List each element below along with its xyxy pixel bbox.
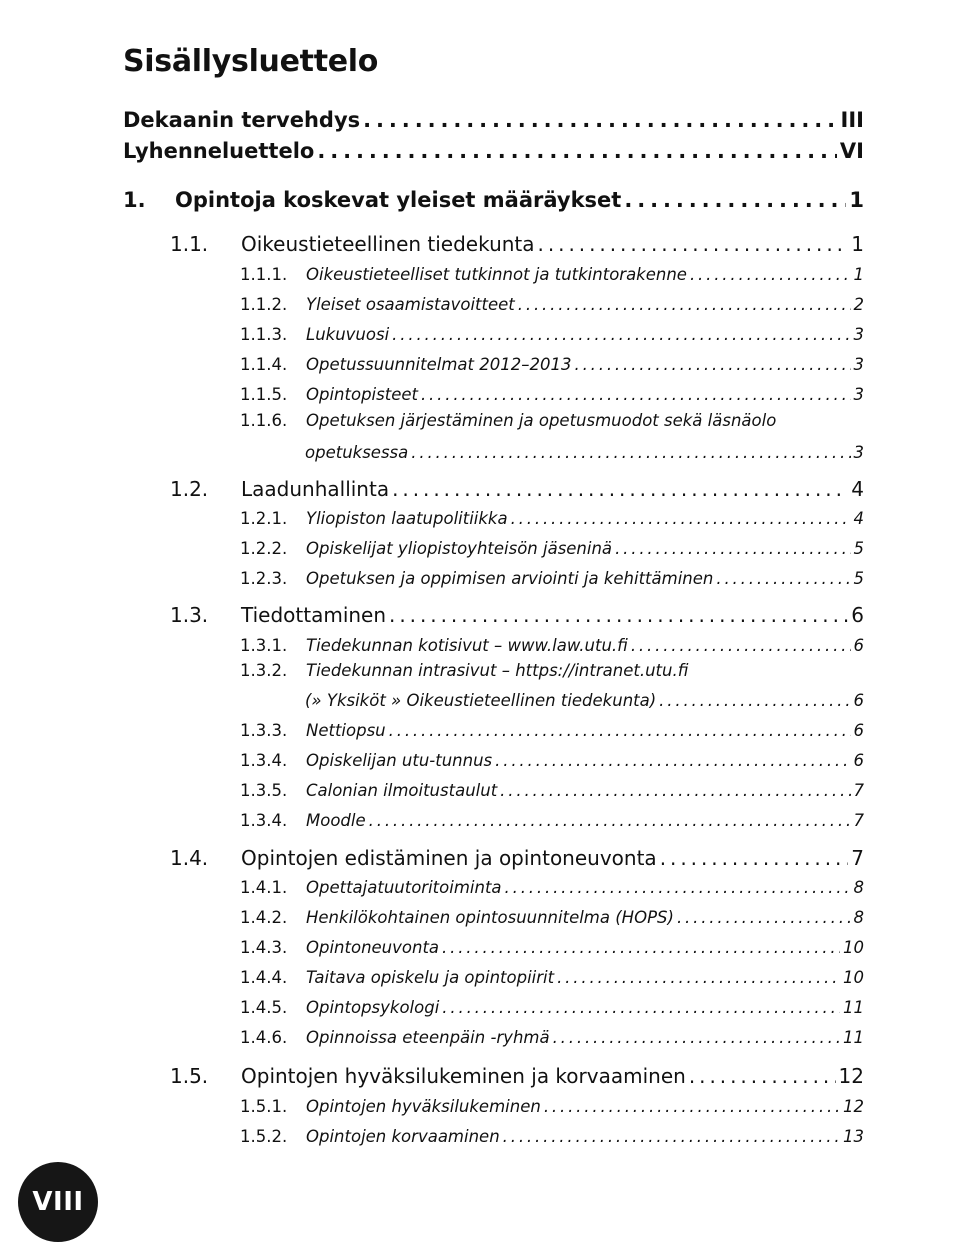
toc-label: Opettajatuutoritoiminta — [306, 878, 502, 897]
toc-label: Opintopsykologi — [306, 998, 440, 1017]
toc-page: 4 — [853, 509, 864, 528]
toc-entry-1-3-4-moodle[interactable] — [240, 811, 864, 830]
toc-page: 1 — [851, 232, 864, 256]
toc-label: (» Yksiköt » Oikeustieteellinen tiedekunta) — [305, 691, 657, 710]
toc-number: 1.1.4. — [240, 355, 288, 374]
leader-dots — [624, 188, 846, 212]
toc-page: 11 — [843, 1028, 864, 1047]
toc-page: 3 — [853, 385, 864, 404]
page-number-badge: VIII — [18, 1162, 98, 1242]
leader-dots — [505, 878, 851, 897]
toc-entry-1-5-1[interactable] — [240, 1097, 864, 1116]
leader-dots — [574, 355, 850, 374]
toc-entry-1-4-2[interactable] — [240, 908, 864, 927]
toc-page: 6 — [853, 691, 864, 710]
toc-number: 1.2. — [170, 477, 209, 501]
toc-number: 1.1.1. — [240, 265, 288, 284]
leader-dots — [631, 636, 851, 655]
toc-label: Opinnoissa eteenpäin -ryhmä — [306, 1028, 550, 1047]
toc-number: 1.3.1. — [240, 636, 288, 655]
toc-entry-1-4[interactable] — [170, 846, 864, 870]
leader-dots — [421, 385, 851, 404]
toc-label: Opiskelijan utu-tunnus — [306, 751, 493, 770]
toc-page: 7 — [853, 781, 864, 800]
toc-page: 1 — [853, 265, 864, 284]
toc-number: 1.3. — [170, 603, 209, 627]
toc-number: 1.4.4. — [240, 968, 288, 987]
toc-entry-1[interactable] — [123, 188, 864, 212]
toc-number: 1.3.4. — [240, 811, 288, 830]
toc-entry-1-2-2[interactable] — [240, 539, 864, 558]
leader-dots — [689, 1064, 836, 1088]
leader-dots — [553, 1028, 840, 1047]
toc-number: 1.4.5. — [240, 998, 288, 1017]
toc-number: 1.4. — [170, 846, 209, 870]
toc-label: Oikeustieteellinen tiedekunta — [241, 232, 535, 256]
toc-entry-1-5[interactable] — [170, 1064, 864, 1088]
leader-dots — [495, 751, 850, 770]
toc-number: 1.5. — [170, 1064, 209, 1088]
toc-page: 1 — [849, 188, 864, 212]
toc-entry-1-4-1[interactable] — [240, 878, 864, 897]
toc-label: Taitava opiskelu ja opintopiirit — [306, 968, 555, 987]
leader-dots — [690, 265, 851, 284]
toc-label: Lukuvuosi — [306, 325, 390, 344]
toc-number: 1.3.2. — [240, 661, 288, 680]
toc-number: 1. — [123, 188, 146, 212]
leader-dots — [369, 811, 851, 830]
leader-dots — [392, 325, 850, 344]
toc-label: Opetuksen ja oppimisen arviointi ja kehittäminen — [306, 569, 714, 588]
toc-number: 1.4.6. — [240, 1028, 288, 1047]
toc-entry-1-4-5[interactable] — [240, 998, 864, 1017]
toc-entry-1-1-1[interactable] — [240, 265, 864, 284]
leader-dots — [442, 998, 840, 1017]
toc-page: 8 — [853, 878, 864, 897]
toc-number: 1.2.2. — [240, 539, 288, 558]
toc-label: Tiedekunnan intrasivut – https://intranet.utu.fi — [306, 661, 689, 680]
toc-label: Tiedottaminen — [241, 603, 387, 627]
toc-number: 1.1.3. — [240, 325, 288, 344]
toc-page: III — [840, 108, 864, 132]
toc-label: Opetussuunnitelmat 2012–2013 — [306, 355, 572, 374]
toc-number: 1.1.2. — [240, 295, 288, 314]
toc-label: opetuksessa — [305, 443, 409, 462]
leader-dots — [503, 1127, 840, 1146]
toc-page: 6 — [853, 636, 864, 655]
toc-entry-1-3-4[interactable] — [240, 751, 864, 770]
leader-dots — [544, 1097, 840, 1116]
toc-entry-1-3-2-cont[interactable] — [305, 691, 864, 710]
toc-label: Opintojen edistäminen ja opintoneuvonta — [241, 846, 657, 870]
leader-dots — [500, 781, 850, 800]
toc-number: 1.2.3. — [240, 569, 288, 588]
toc-page: 3 — [853, 325, 864, 344]
page-title: Sisällysluettelo — [123, 44, 379, 79]
toc-label: Lyhenneluettelo — [123, 139, 315, 163]
leader-dots — [518, 295, 851, 314]
toc-page: 7 — [851, 846, 864, 870]
toc-number: 1.3.3. — [240, 721, 288, 740]
toc-number: 1.1. — [170, 232, 209, 256]
toc-entry-lyhenne[interactable] — [123, 139, 864, 163]
toc-entry-dekaani[interactable] — [123, 108, 864, 132]
toc-label: Dekaanin tervehdys — [123, 108, 361, 132]
toc-entry-1-1-6-cont[interactable] — [305, 443, 864, 462]
toc-number: 1.5.1. — [240, 1097, 288, 1116]
toc-number: 1.4.3. — [240, 938, 288, 957]
toc-page: 11 — [843, 998, 864, 1017]
leader-dots — [716, 569, 850, 588]
leader-dots — [511, 509, 851, 528]
toc-page: 12 — [843, 1097, 864, 1116]
toc-entry-1-1-6[interactable] — [240, 411, 776, 430]
toc-entry-1-1-2[interactable] — [240, 295, 864, 314]
toc-label: Moodle — [306, 811, 366, 830]
toc-entry-1-2-3[interactable] — [240, 569, 864, 588]
leader-dots — [389, 603, 848, 627]
leader-dots — [411, 443, 850, 462]
toc-page: 5 — [853, 539, 864, 558]
toc-entry-1-1[interactable] — [170, 232, 864, 256]
leader-dots — [660, 846, 849, 870]
leader-dots — [392, 477, 848, 501]
toc-number: 1.4.1. — [240, 878, 288, 897]
toc-label: Opetuksen järjestäminen ja opetusmuodot sekä läsnäolo — [306, 411, 777, 430]
toc-entry-1-4-3[interactable] — [240, 938, 864, 957]
leader-dots — [557, 968, 840, 987]
toc-page: 2 — [853, 295, 864, 314]
toc-label: Calonian ilmoitustaulut — [306, 781, 498, 800]
toc-entry-1-4-6[interactable] — [240, 1028, 864, 1047]
toc-label: Yleiset osaamistavoitteet — [306, 295, 515, 314]
toc-entry-1-1-5[interactable] — [240, 385, 864, 404]
toc-label: Opintopisteet — [306, 385, 418, 404]
toc-label: Opintoneuvonta — [306, 938, 440, 957]
toc-page: 7 — [853, 811, 864, 830]
toc-label: Opintojen korvaaminen — [306, 1127, 500, 1146]
toc-entry-1-3-5[interactable] — [240, 781, 864, 800]
toc-label: Opintojen hyväksilukeminen — [306, 1097, 541, 1116]
toc-number: 1.1.6. — [240, 411, 288, 430]
toc-entry-1-4-4[interactable] — [240, 968, 864, 987]
toc-entry-1-2-1[interactable] — [240, 509, 864, 528]
leader-dots — [677, 908, 851, 927]
leader-dots — [442, 938, 840, 957]
toc-page: 8 — [853, 908, 864, 927]
leader-dots — [615, 539, 850, 558]
toc-page: 4 — [851, 477, 864, 501]
leader-dots — [659, 691, 850, 710]
toc-number: 1.4.2. — [240, 908, 288, 927]
toc-page: 10 — [843, 968, 864, 987]
toc-page: 6 — [853, 751, 864, 770]
toc-entry-1-5-2[interactable] — [240, 1127, 864, 1146]
toc-label: Tiedekunnan kotisivut – www.law.utu.fi — [306, 636, 628, 655]
toc-label: Henkilökohtainen opintosuunnitelma (HOPS) — [306, 908, 674, 927]
toc-number: 1.5.2. — [240, 1127, 288, 1146]
toc-entry-1-3-3[interactable] — [240, 721, 864, 740]
toc-page: 5 — [853, 569, 864, 588]
toc-entry-1-3-2[interactable] — [240, 661, 688, 680]
toc-page: 12 — [838, 1064, 864, 1088]
toc-number: 1.3.5. — [240, 781, 288, 800]
toc-label: Yliopiston laatupolitiikka — [306, 509, 508, 528]
toc-label: Nettiopsu — [306, 721, 386, 740]
leader-dots — [389, 721, 851, 740]
leader-dots — [317, 139, 837, 163]
toc-label: Opiskelijat yliopistoyhteisön jäseninä — [306, 539, 613, 558]
leader-dots — [538, 232, 849, 256]
toc-entry-1-3-1[interactable] — [240, 636, 864, 655]
toc-page: 6 — [851, 603, 864, 627]
toc-entry-1-3[interactable] — [170, 603, 864, 627]
toc-number: 1.1.5. — [240, 385, 288, 404]
leader-dots — [363, 108, 837, 132]
toc-page: 10 — [843, 938, 864, 957]
toc-entry-1-1-3[interactable] — [240, 325, 864, 344]
toc-label: Opintoja koskevat yleiset määräykset — [175, 188, 622, 212]
toc-label: Opintojen hyväksilukeminen ja korvaaminen — [241, 1064, 686, 1088]
toc-page: 3 — [853, 355, 864, 374]
toc-page: 13 — [843, 1127, 864, 1146]
toc-entry-1-1-4[interactable] — [240, 355, 864, 374]
toc-page: 6 — [853, 721, 864, 740]
toc-label: Oikeustieteelliset tutkinnot ja tutkintorakenne — [306, 265, 687, 284]
toc-number: 1.3.4. — [240, 751, 288, 770]
toc-page: 3 — [853, 443, 864, 462]
toc-entry-1-2[interactable] — [170, 477, 864, 501]
toc-number: 1.2.1. — [240, 509, 288, 528]
toc-page: VI — [839, 139, 864, 163]
toc-label: Laadunhallinta — [241, 477, 390, 501]
